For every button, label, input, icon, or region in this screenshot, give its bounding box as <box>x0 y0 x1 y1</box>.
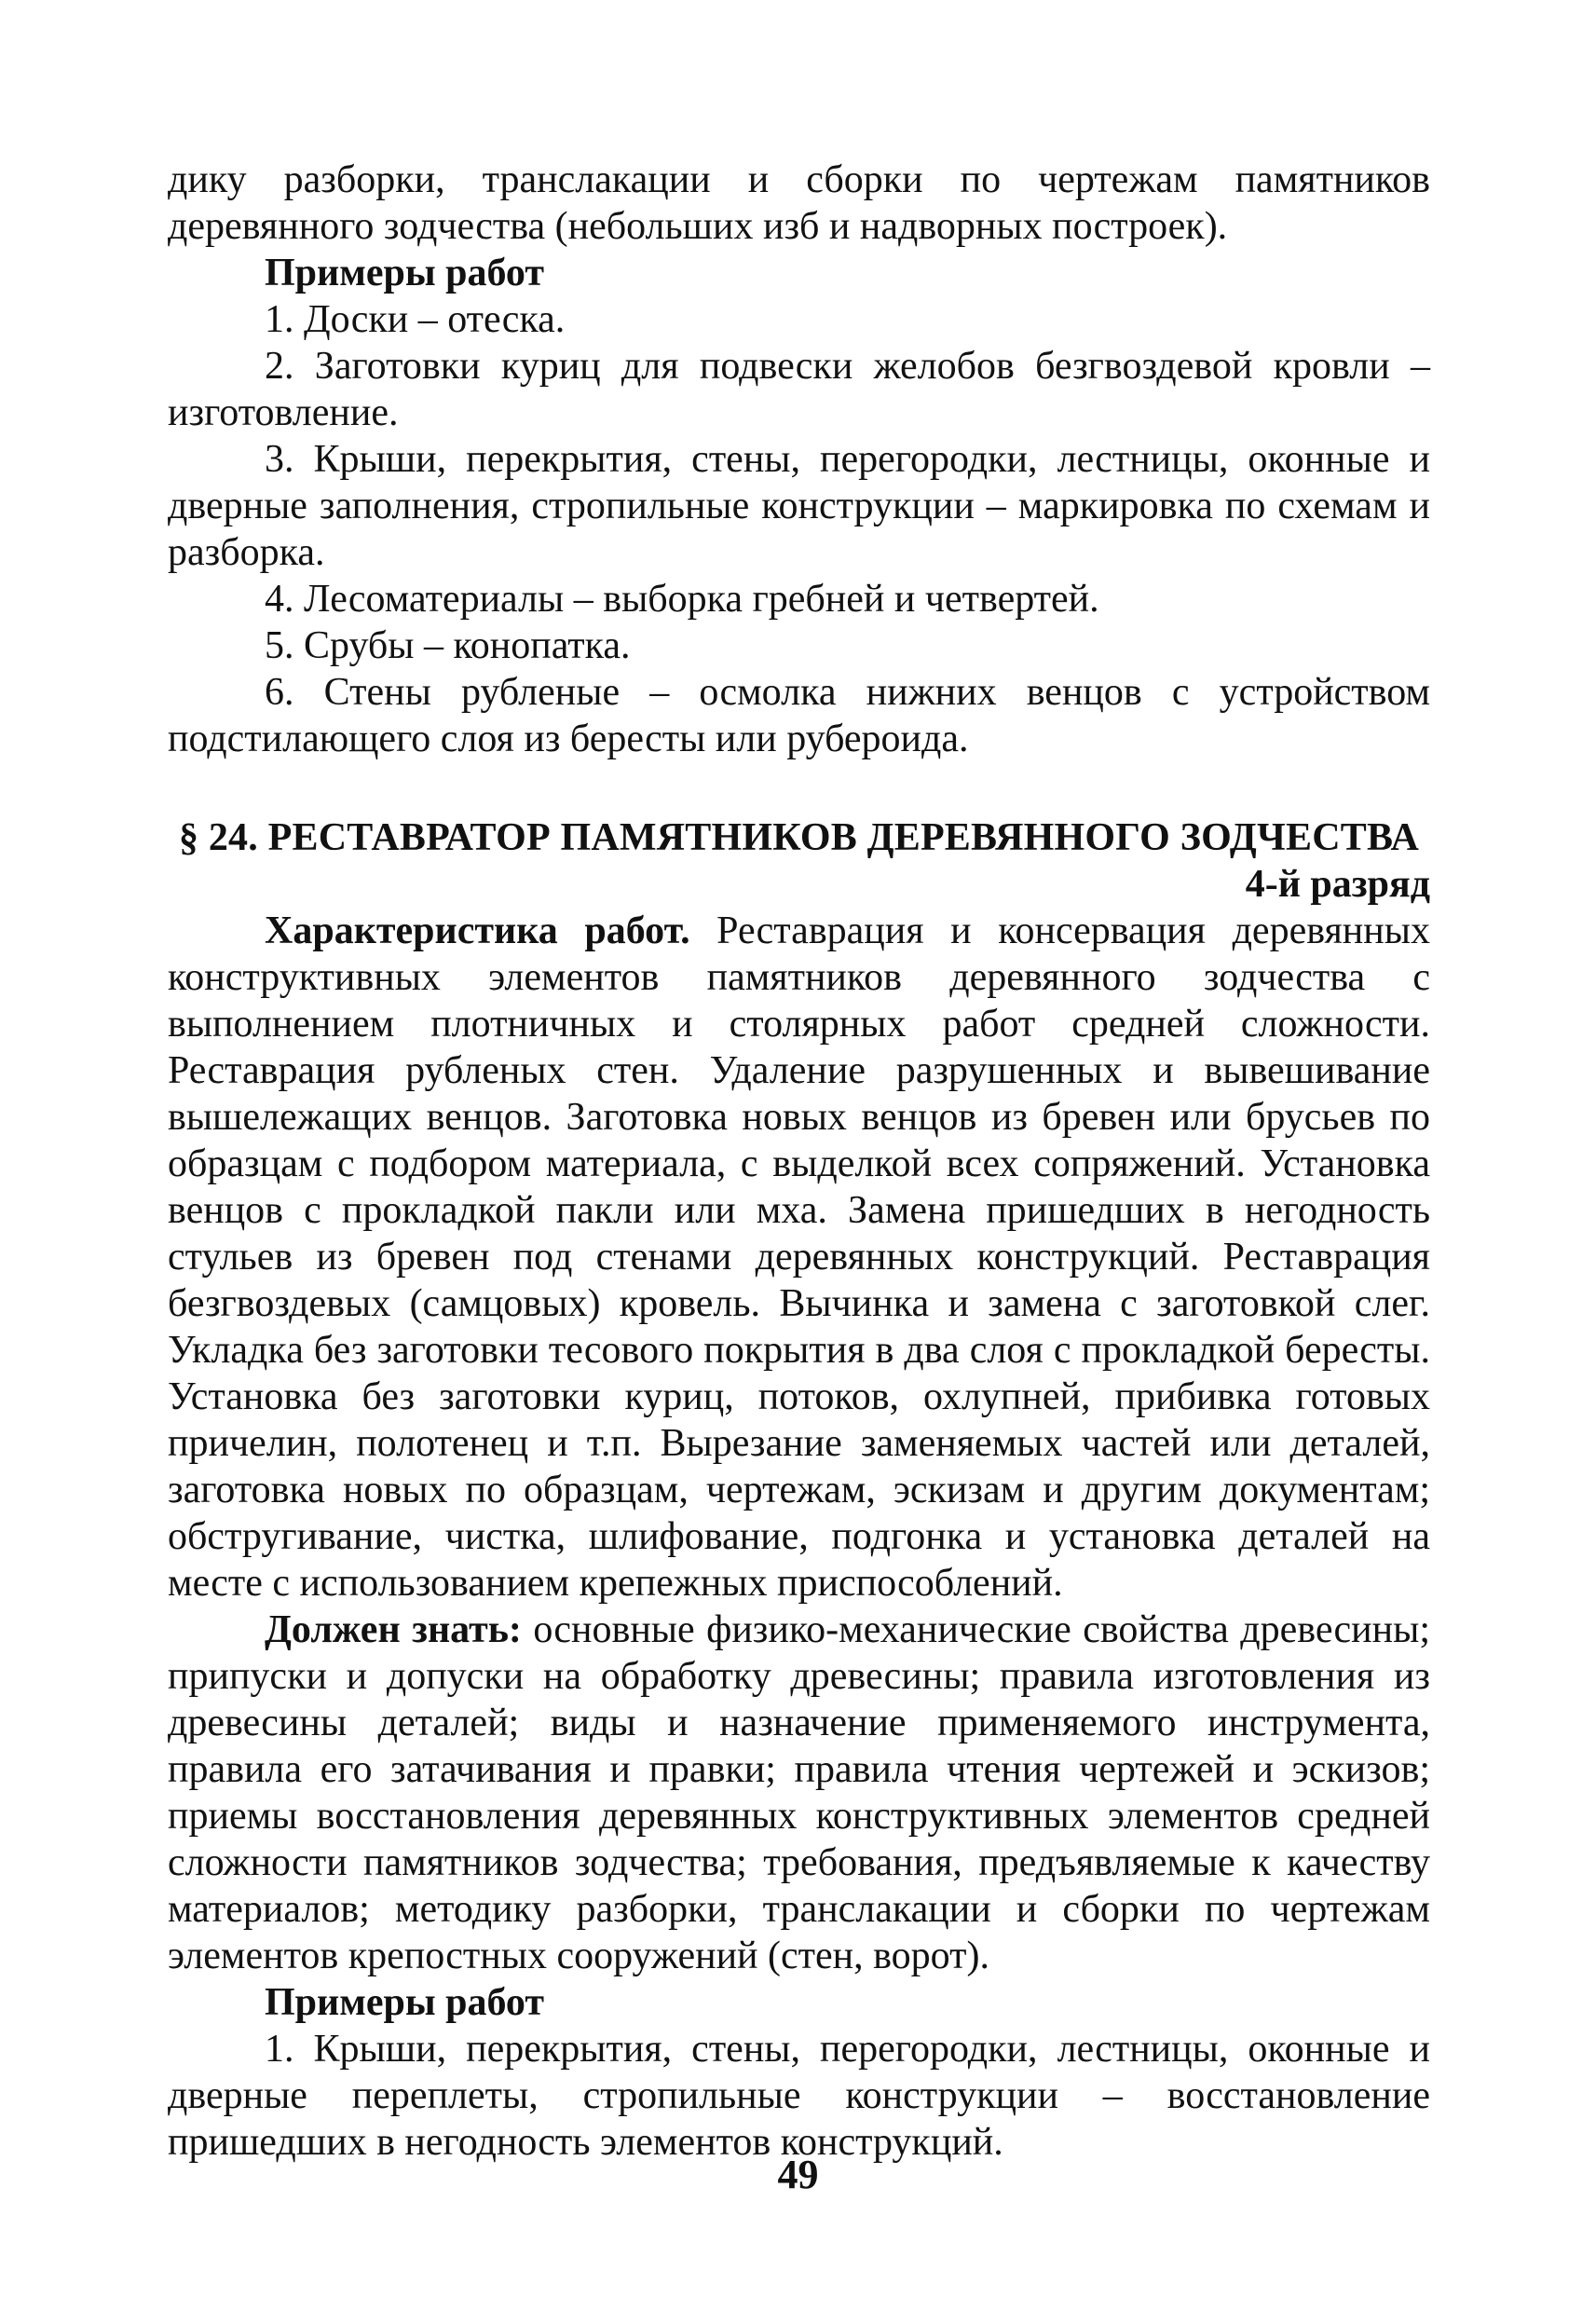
knowledge-paragraph <box>168 1607 1430 1979</box>
examples-heading: Примеры работ <box>265 252 545 294</box>
knowledge-label: Должен знать: <box>265 1608 522 1651</box>
examples-heading: Примеры работ <box>265 1981 545 2024</box>
example-item: 2. Заготовки куриц для подвески желобов безгвоздевой кровли – изготовление. <box>168 345 1430 434</box>
characteristics-paragraph <box>168 908 1430 1607</box>
example-item: 4. Лесоматериалы – выборка гребней и четвертей. <box>265 578 1099 621</box>
example-item: 1. Крыши, перекрытия, стены, перегородки, лестницы, оконные и дверные переплеты, стропильные конструкции – восстановление пришедших в негодность элементов конструкций. <box>168 2028 1430 2164</box>
page-body <box>168 157 1430 2166</box>
example-item: 3. Крыши, перекрытия, стены, перегородки, лестницы, оконные и дверные заполнения, стропильные конструкции – маркировка по схемам и разборка. <box>168 438 1430 574</box>
example-item: 6. Стены рубленые – осмолка нижних венцов с устройством подстилающего слоя из бересты или рубероида. <box>168 671 1430 760</box>
example-item: 5. Срубы – конопатка. <box>265 624 631 667</box>
page-number: 49 <box>777 2152 819 2197</box>
knowledge-text: основные физико-механические свойства древесины; припуски и допуски на обработку древесины; правила изготовления из древесины деталей; виды и назначение применяемого инструмента, правила его затачивания и правки; правила чтения чертежей и эскизов; приемы восстановления деревянных конструктивных элементов средней сложности памятников зодчества; требования, предъявляемые к качеству материалов; методику разборки, транслакации и сборки по чертежам элементов крепостных сооружений (стен, ворот). <box>168 1608 1431 1977</box>
characteristics-text: Реставрация и консервация деревянных конструктивных элементов памятников деревянного зодчества с выполнением плотничных и столярных работ средней сложности. Реставрация рубленых стен. Удаление разрушенных и вывешивание вышележащих венцов. Заготовка новых венцов из бревен или брусьев по образцам с подбором материала, с выделкой всех сопряжений. Установка венцов с прокладкой пакли или мха. Замена пришедших в негодность стульев из бревен под стенами деревянных конструкций. Реставрация безгвоздевых (самцовых) кровель. Вычинка и замена с заготовкой слег. Укладка без заготовки тесового покрытия в два слоя с прокладкой бересты. Установка без заготовки куриц, потоков, охлупней, прибивка готовых причелин, полотенец и т.п. Вырезание заменяемых частей или деталей, заготовка новых по образцам, чертежам, эскизам и другим документам; обстругивание, чистка, шлифование, подгонка и установка деталей на месте с использованием крепежных приспособлений. <box>168 909 1430 1605</box>
section-title: § 24. РЕСТАВРАТОР ПАМЯТНИКОВ ДЕРЕВЯННОГО ЗОДЧЕСТВА <box>178 816 1420 859</box>
grade-label: 4-й разряд <box>1245 863 1430 906</box>
characteristics-label: Характеристика работ. <box>265 909 690 952</box>
continuation-paragraph: дику разборки, транслакации и сборки по чертежам памятников деревянного зодчества (небольших изб и надворных построек). <box>168 158 1430 248</box>
example-item: 1. Доски – отеска. <box>265 298 566 341</box>
